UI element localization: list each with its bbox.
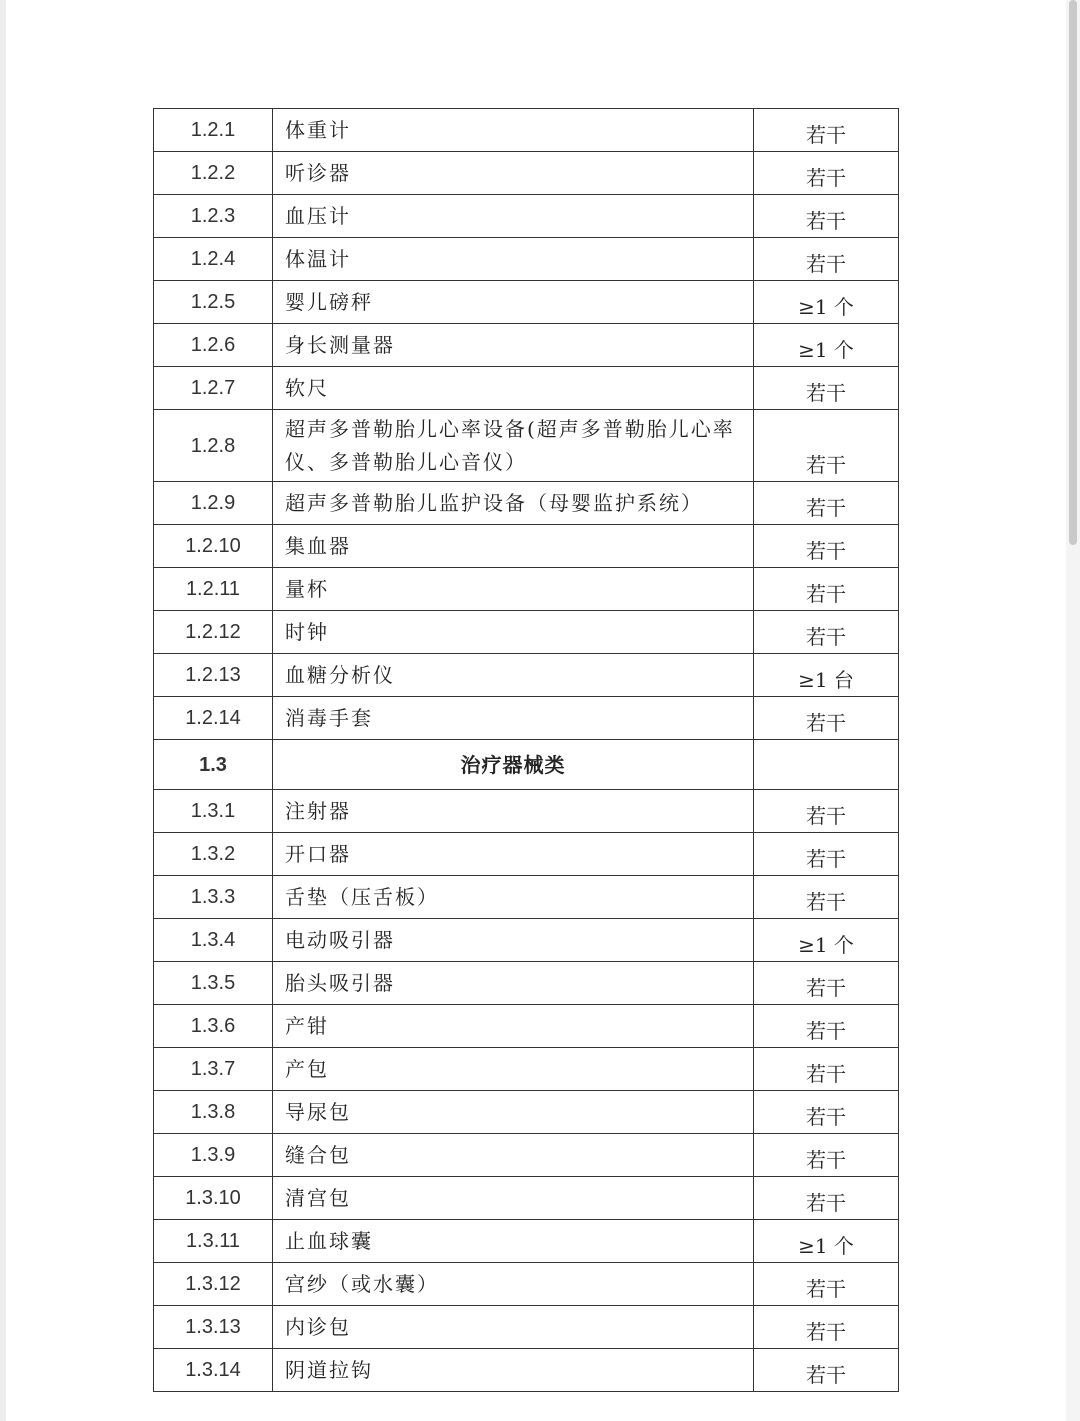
table-row xyxy=(154,525,899,568)
table-row xyxy=(154,324,899,367)
item-name: 产钳 xyxy=(273,1005,754,1048)
table-row xyxy=(154,195,899,238)
item-quantity: 若干 xyxy=(754,482,899,525)
item-number: 1.2.12 xyxy=(154,611,273,654)
item-quantity: ≥1 台 xyxy=(754,654,899,697)
item-name: 内诊包 xyxy=(273,1306,754,1349)
item-quantity: 若干 xyxy=(754,568,899,611)
item-name: 开口器 xyxy=(273,833,754,876)
table-row xyxy=(154,833,899,876)
item-name: 血压计 xyxy=(273,195,754,238)
item-name: 集血器 xyxy=(273,525,754,568)
item-name: 阴道拉钩 xyxy=(273,1349,754,1392)
table-row xyxy=(154,238,899,281)
equipment-table xyxy=(153,108,899,1392)
item-name: 清宫包 xyxy=(273,1177,754,1220)
table-row xyxy=(154,281,899,324)
item-number: 1.2.5 xyxy=(154,281,273,324)
table-row xyxy=(154,611,899,654)
item-name: 软尺 xyxy=(273,367,754,410)
item-name: 胎头吸引器 xyxy=(273,962,754,1005)
item-number: 1.2.4 xyxy=(154,238,273,281)
item-number: 1.3.1 xyxy=(154,790,273,833)
item-number: 1.2.9 xyxy=(154,482,273,525)
item-quantity: 若干 xyxy=(754,525,899,568)
item-name: 听诊器 xyxy=(273,152,754,195)
table-row xyxy=(154,568,899,611)
table-row xyxy=(154,1177,899,1220)
item-number: 1.3.4 xyxy=(154,919,273,962)
table-row xyxy=(154,1048,899,1091)
item-number: 1.2.13 xyxy=(154,654,273,697)
table-row xyxy=(154,876,899,919)
item-name: 治疗器械类 xyxy=(273,740,754,790)
item-number: 1.2.10 xyxy=(154,525,273,568)
table-row xyxy=(154,1263,899,1306)
item-number: 1.2.2 xyxy=(154,152,273,195)
item-quantity: 若干 xyxy=(754,152,899,195)
item-name: 止血球囊 xyxy=(273,1220,754,1263)
scrollbar-track[interactable] xyxy=(1066,0,1080,1421)
item-number: 1.3.14 xyxy=(154,1349,273,1392)
item-quantity: 若干 xyxy=(754,697,899,740)
item-number: 1.2.3 xyxy=(154,195,273,238)
item-name: 舌垫（压舌板） xyxy=(273,876,754,919)
table-row xyxy=(154,790,899,833)
item-number: 1.3.6 xyxy=(154,1005,273,1048)
item-name: 电动吸引器 xyxy=(273,919,754,962)
item-name: 超声多普勒胎儿监护设备（母婴监护系统） xyxy=(273,482,754,525)
table-row xyxy=(154,1005,899,1048)
item-name: 体温计 xyxy=(273,238,754,281)
table-row xyxy=(154,1349,899,1392)
item-quantity: 若干 xyxy=(754,790,899,833)
item-name: 超声多普勒胎儿心率设备(超声多普勒胎儿心率仪、多普勒胎儿心音仪） xyxy=(273,410,754,482)
table-row xyxy=(154,919,899,962)
table-row xyxy=(154,697,899,740)
item-quantity xyxy=(754,740,899,790)
item-number: 1.3.3 xyxy=(154,876,273,919)
item-quantity: 若干 xyxy=(754,1048,899,1091)
item-quantity: ≥1 个 xyxy=(754,919,899,962)
item-quantity: ≥1 个 xyxy=(754,324,899,367)
item-number: 1.3 xyxy=(154,740,273,790)
item-number: 1.3.7 xyxy=(154,1048,273,1091)
item-quantity: 若干 xyxy=(754,833,899,876)
table-row xyxy=(154,1306,899,1349)
table-row xyxy=(154,109,899,152)
item-name: 血糖分析仪 xyxy=(273,654,754,697)
item-number: 1.3.2 xyxy=(154,833,273,876)
item-quantity: 若干 xyxy=(754,1134,899,1177)
item-name: 身长测量器 xyxy=(273,324,754,367)
item-number: 1.2.7 xyxy=(154,367,273,410)
item-quantity: 若干 xyxy=(754,876,899,919)
scrollbar-thumb[interactable] xyxy=(1069,0,1077,545)
item-name: 量杯 xyxy=(273,568,754,611)
item-number: 1.2.8 xyxy=(154,410,273,482)
item-number: 1.3.10 xyxy=(154,1177,273,1220)
table-row xyxy=(154,152,899,195)
item-quantity: ≥1 个 xyxy=(754,1220,899,1263)
item-number: 1.3.11 xyxy=(154,1220,273,1263)
item-number: 1.2.14 xyxy=(154,697,273,740)
item-quantity: 若干 xyxy=(754,1177,899,1220)
item-number: 1.2.11 xyxy=(154,568,273,611)
item-name: 注射器 xyxy=(273,790,754,833)
item-name: 时钟 xyxy=(273,611,754,654)
item-number: 1.3.8 xyxy=(154,1091,273,1134)
item-number: 1.3.5 xyxy=(154,962,273,1005)
item-quantity: ≥1 个 xyxy=(754,281,899,324)
item-name: 体重计 xyxy=(273,109,754,152)
item-name: 宫纱（或水囊） xyxy=(273,1263,754,1306)
table-row xyxy=(154,962,899,1005)
item-quantity: 若干 xyxy=(754,962,899,1005)
item-quantity: 若干 xyxy=(754,410,899,482)
item-quantity: 若干 xyxy=(754,1306,899,1349)
table-row xyxy=(154,482,899,525)
item-quantity: 若干 xyxy=(754,1005,899,1048)
item-number: 1.3.13 xyxy=(154,1306,273,1349)
item-quantity: 若干 xyxy=(754,1091,899,1134)
item-quantity: 若干 xyxy=(754,1349,899,1392)
item-quantity: 若干 xyxy=(754,611,899,654)
item-name: 产包 xyxy=(273,1048,754,1091)
item-name: 导尿包 xyxy=(273,1091,754,1134)
item-name: 消毒手套 xyxy=(273,697,754,740)
item-quantity: 若干 xyxy=(754,195,899,238)
table-row xyxy=(154,1091,899,1134)
item-number: 1.2.6 xyxy=(154,324,273,367)
section-row xyxy=(154,740,899,790)
item-name: 缝合包 xyxy=(273,1134,754,1177)
item-name: 婴儿磅秤 xyxy=(273,281,754,324)
table-row xyxy=(154,410,899,482)
table-row xyxy=(154,1220,899,1263)
table-row xyxy=(154,1134,899,1177)
table-row xyxy=(154,654,899,697)
item-quantity: 若干 xyxy=(754,238,899,281)
table-row xyxy=(154,367,899,410)
item-quantity: 若干 xyxy=(754,109,899,152)
item-number: 1.3.12 xyxy=(154,1263,273,1306)
item-quantity: 若干 xyxy=(754,1263,899,1306)
item-number: 1.3.9 xyxy=(154,1134,273,1177)
item-number: 1.2.1 xyxy=(154,109,273,152)
item-quantity: 若干 xyxy=(754,367,899,410)
